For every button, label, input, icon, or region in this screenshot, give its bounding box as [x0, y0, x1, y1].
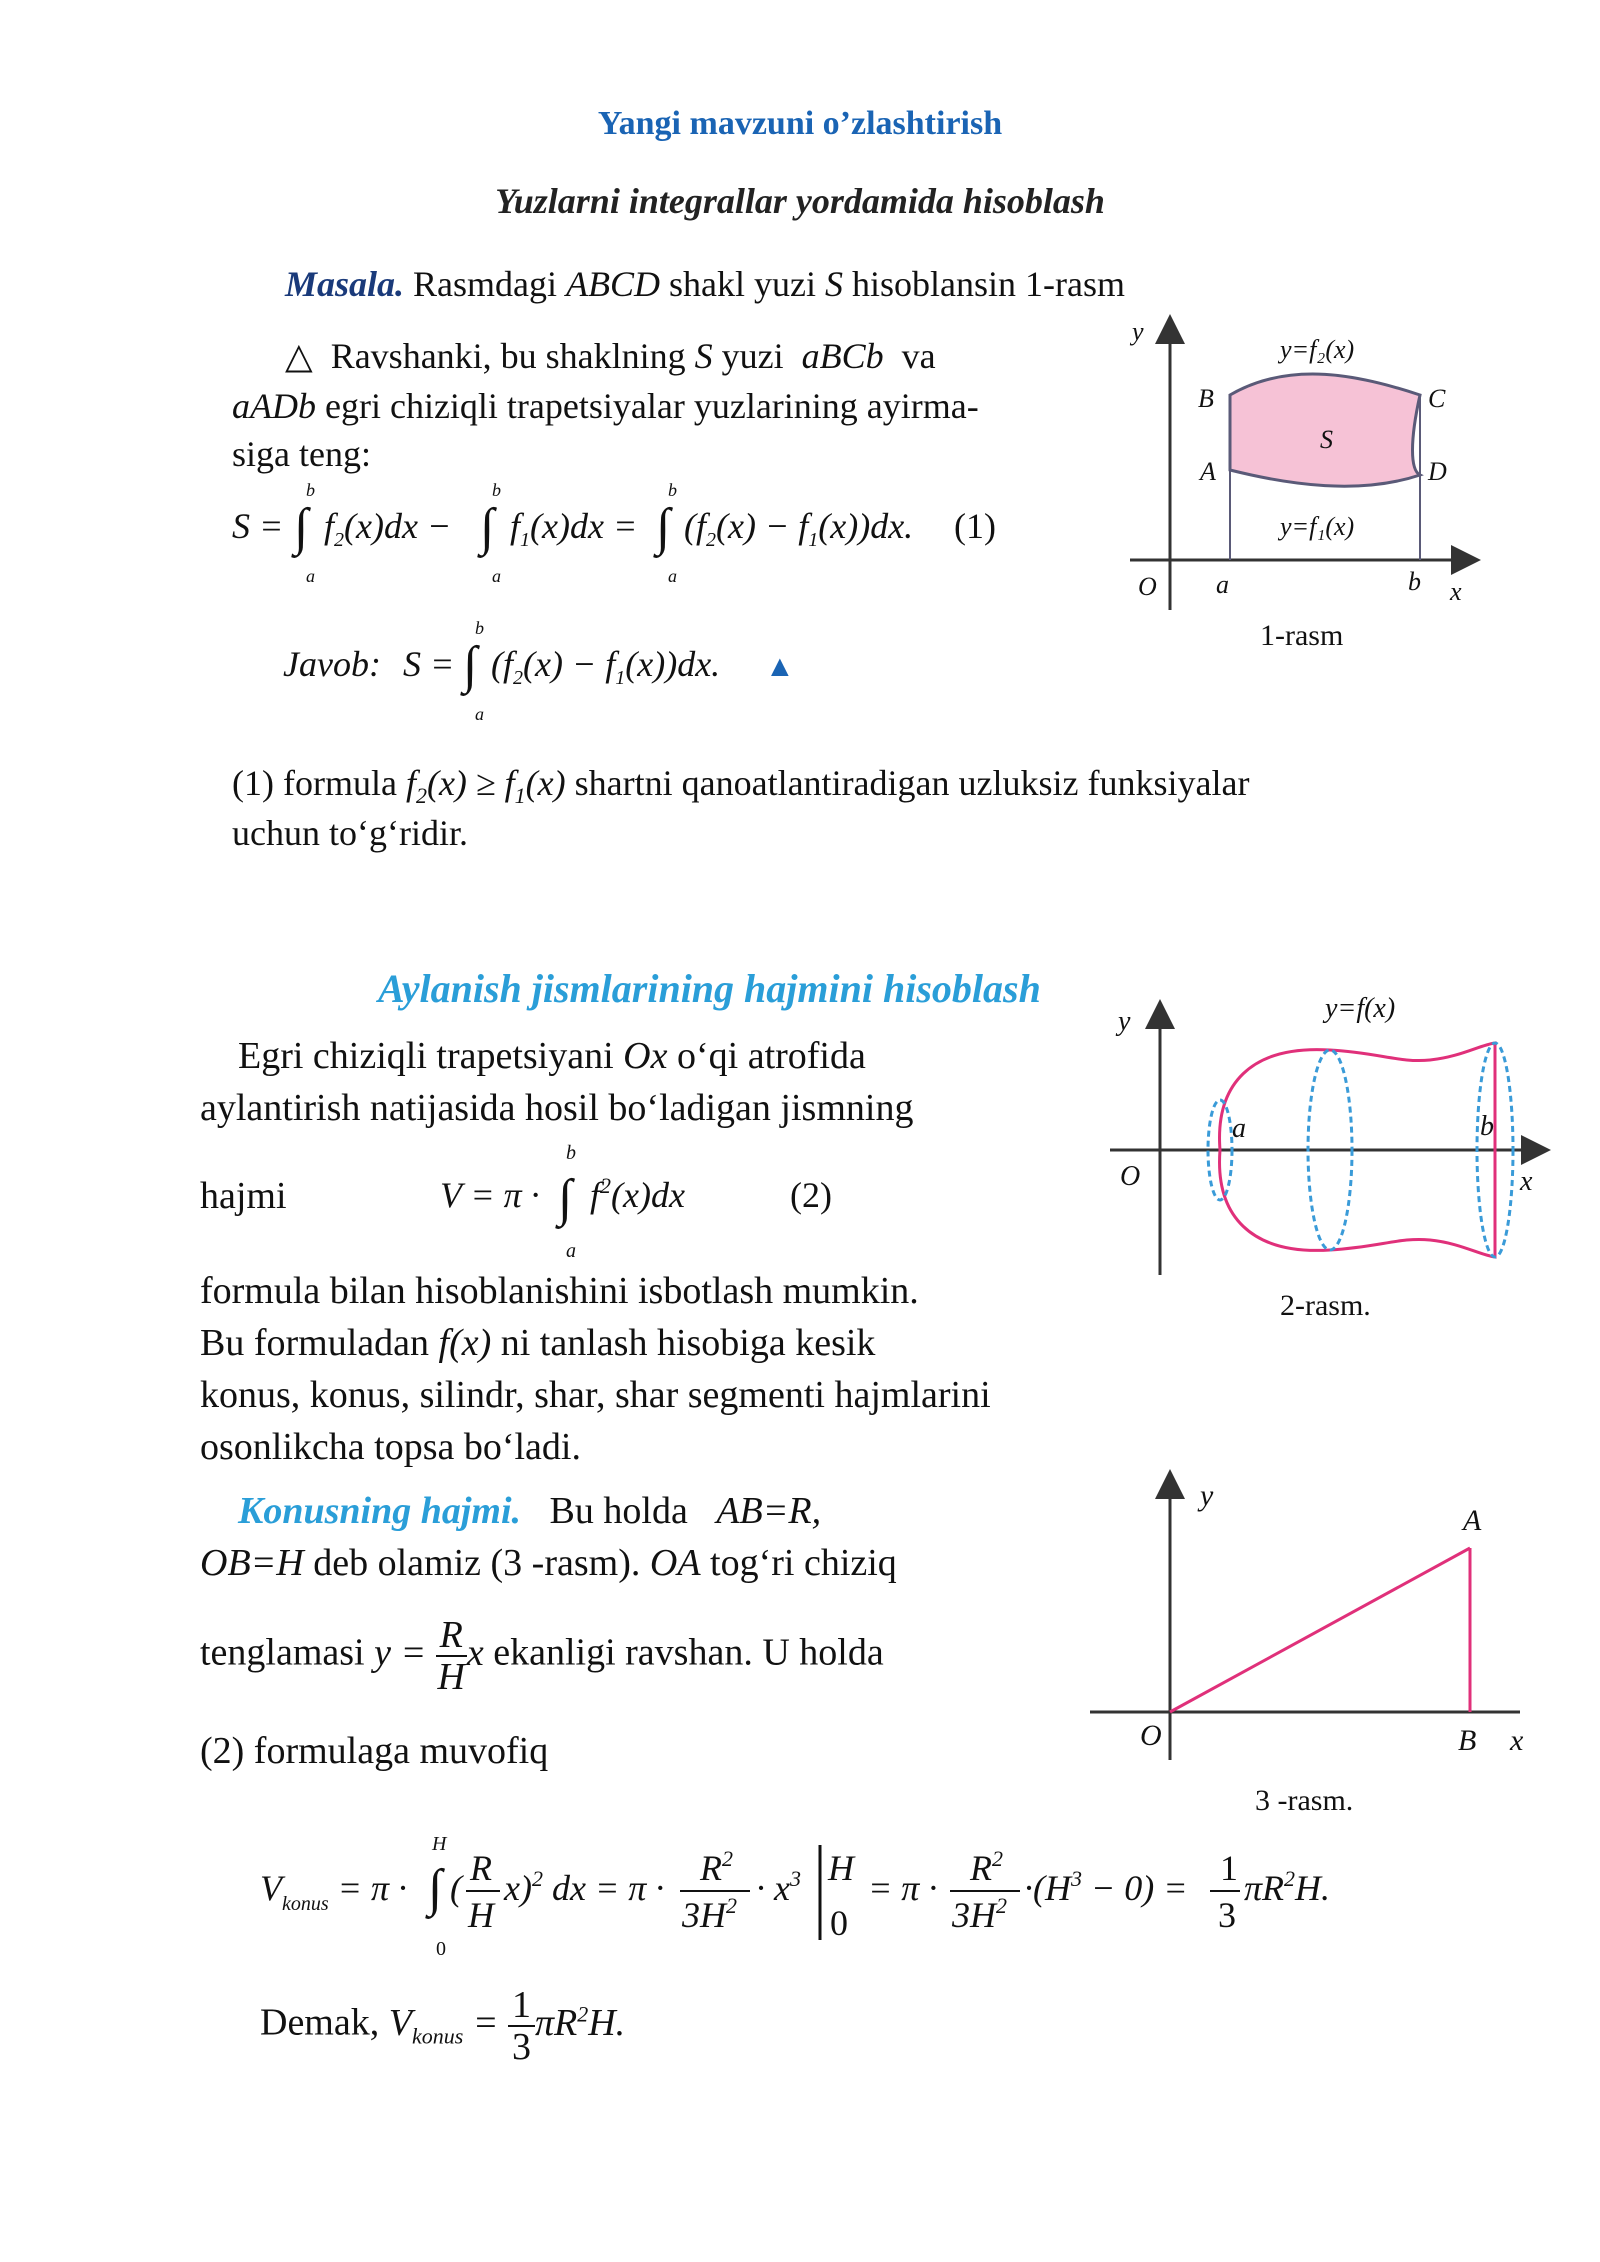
trapezoid-name: aADb [232, 386, 316, 426]
cone-line-1 [200, 1485, 1028, 1537]
b-label: b [1408, 567, 1421, 596]
explanation-line-3: siga teng: [232, 434, 371, 474]
cone-text: ekanligi ravshan. U holda [493, 1631, 884, 1674]
area-symbol: S [694, 336, 713, 376]
x-label: x [1520, 1166, 1533, 1197]
svg-text:πR2H.: $\pi R^2H$. [1244, 1866, 1331, 1908]
rotation-line-3: hajmi [200, 1175, 287, 1217]
svg-text:S =: S = [232, 506, 284, 546]
page-subtitle: Yuzlarni integrallar yordamida hisoblash [495, 181, 1105, 221]
rotation-text: o‘qi atrofida [676, 1035, 866, 1077]
svg-text:f2(x)dx: $f^2(x)dx$ [590, 1173, 685, 1215]
cone-ob: OB=H [200, 1542, 304, 1584]
svg-text:= π ·: = π · [868, 1868, 938, 1908]
cone-title: Konusning hajmi. [238, 1490, 522, 1532]
point-d-label: D [1428, 457, 1447, 486]
b-label: b [1480, 1111, 1494, 1142]
svg-text:H: H [828, 1848, 854, 1888]
svg-text:R: R [470, 1848, 492, 1888]
cone-text: tenglamasi [200, 1631, 365, 1674]
problem-text: hisoblansin [852, 264, 1017, 304]
section-title: Yangi mavzuni o’zlashtirish [597, 105, 1003, 142]
x-label: x [1450, 577, 1462, 606]
trapezoid-name: aBCb [801, 336, 884, 376]
y-label: y [1200, 1479, 1214, 1512]
origin-label: O [1140, 1719, 1162, 1752]
cone-volume-derivation [260, 1825, 1410, 1975]
svg-text:b: b [668, 480, 677, 500]
area-s-label: S [1320, 425, 1333, 454]
svg-text:R2: $R^2$ [970, 1846, 1003, 1888]
figure-2 [1100, 985, 1560, 1325]
rotation-line-4: formula bilan hisoblanishini isbotlash mumkin. [200, 1270, 919, 1312]
point-b-label: B [1458, 1724, 1477, 1757]
rotation-line-7: osonlikcha topsa bo‘ladi. [200, 1426, 581, 1468]
conclusion-formula: $V_{konus}$ = $\frac{1}{3}$ $\pi R^2H$. [388, 1984, 626, 2068]
rotation-text: Egri chiziqli trapetsiyani [238, 1035, 614, 1077]
f2-label: y=f₂(x) [1280, 335, 1355, 364]
cone-text: tog‘ri chiziq [710, 1542, 897, 1584]
svg-text:V = π ·: V = π · [440, 1175, 540, 1215]
a-label: a [1232, 1113, 1246, 1144]
a-label: a [1216, 570, 1229, 599]
figure-3-caption: 3 -rasm. [1255, 1784, 1354, 1817]
line-oa [1170, 1548, 1470, 1712]
svg-text:a: a [492, 566, 501, 586]
svg-text:∫: ∫ [294, 499, 309, 556]
figure-2-caption: 2-rasm. [1280, 1289, 1371, 1322]
figure-reference: (3 -rasm). [490, 1542, 641, 1584]
conjunction: va [901, 336, 936, 376]
svg-text:(: ( [450, 1868, 462, 1908]
svg-text:a: a [668, 566, 677, 586]
svg-text:H: H [432, 1833, 447, 1855]
point-c-label: C [1428, 384, 1446, 413]
rotation-line-6: konus, konus, silindr, shar, shar segmenti hajmlarini [200, 1374, 991, 1416]
shape-name: ABCD [566, 264, 661, 304]
y-label: y [1132, 317, 1144, 346]
x-label: x [1510, 1724, 1524, 1757]
problem-label: Masala. [285, 264, 405, 304]
f1-label: y=f₁(x) [1280, 512, 1355, 541]
condition-line-2: uchun to‘g‘ridir. [232, 813, 468, 853]
cone-text: Bu holda [549, 1490, 688, 1532]
svg-text:1: 1 [1220, 1848, 1238, 1888]
rotation-line-2: aylantirish natijasida hosil bo‘ladigan jismning [200, 1087, 914, 1129]
svg-text:Vkonus = π ·: $V_{konus} = \pi$ · [260, 1868, 407, 1915]
problem-text: shakl yuzi [669, 264, 816, 304]
end-mark: ▲ [765, 650, 795, 683]
svg-text:∫: ∫ [428, 1860, 443, 1917]
rotation-text: Bu formuladan [200, 1322, 430, 1364]
svg-text:a: a [566, 1240, 576, 1262]
fx-label: y=f(x) [1325, 993, 1396, 1024]
formula-2-label: (2) [790, 1175, 832, 1215]
line-equation: y = $\frac{R}{H}$ x [374, 1614, 484, 1698]
condition-text: (1) formula [232, 763, 397, 803]
y-label: y [1118, 1006, 1131, 1037]
svg-text:∫: ∫ [558, 1170, 573, 1227]
triangle-icon: △ [285, 336, 313, 376]
svg-text:b: b [475, 620, 484, 638]
figure-1 [1120, 310, 1500, 670]
explanation-line-1 [285, 330, 1085, 382]
svg-text:f2(x)dx −: $f_2(x)dx$ − [324, 506, 452, 551]
svg-text:∫: ∫ [480, 499, 495, 556]
cone-line-2 [200, 1537, 1040, 1589]
problem-text: Rasmdagi [413, 264, 558, 304]
figure-reference: 1-rasm [1025, 264, 1125, 304]
condition-text: shartni qanoatlantiradigan uzluksiz funksiyalar [574, 763, 1250, 803]
formula-1-label: (1) [954, 506, 996, 546]
explanation-text: Ravshanki, bu shaklning [330, 336, 686, 376]
svg-text:(f2(x) − f1(x))dx.: $(f_2(x) - f_1(x))dx$. [491, 644, 721, 689]
svg-text:3H2: $3H^2$ [682, 1893, 737, 1935]
answer-label: Javob: [283, 644, 381, 684]
svg-text:f1(x)dx =: $f_1(x)dx$ = [510, 506, 638, 551]
svg-text:∫: ∫ [463, 637, 478, 694]
svg-text:3H2: $3H^2$ [952, 1893, 1007, 1935]
svg-text:b: b [566, 1142, 576, 1164]
explanation-line-2 [232, 380, 1092, 432]
svg-text:(f2(x) − f1(x))dx.: $(f_2(x) - f_1(x))dx$. [684, 506, 914, 551]
problem-statement [285, 258, 1135, 310]
origin-label: O [1120, 1161, 1141, 1192]
origin-label: O [1138, 572, 1157, 601]
svg-text:·(H3 − 0) =: $\cdot(H^3 - 0)$ = [1024, 1866, 1188, 1908]
rotation-line-5 [200, 1317, 1072, 1369]
svg-text:0: 0 [830, 1903, 848, 1943]
answer-formula [283, 620, 823, 730]
svg-text:0: 0 [436, 1938, 446, 1960]
explanation-text: yuzi [721, 336, 784, 376]
svg-text:H: H [468, 1895, 494, 1935]
point-a-label: A [1200, 457, 1216, 486]
svg-text:3: 3 [1218, 1895, 1236, 1935]
condition-inequality: $f_2(x) \ge f_1(x)$ [405, 763, 566, 809]
svg-text:b: b [306, 480, 315, 500]
cone-line-4: (2) formulaga muvofiq [200, 1730, 549, 1772]
svg-text:a: a [475, 704, 484, 724]
formula-2 [440, 1135, 860, 1265]
svg-text:x)2 dx = π ·: x)$^2$ dx = π · [504, 1866, 665, 1908]
point-a-label: A [1463, 1504, 1482, 1537]
point-b-label: B [1198, 384, 1214, 413]
cone-ab: AB=R, [716, 1490, 822, 1532]
svg-text:b: b [492, 480, 501, 500]
svg-text:a: a [306, 566, 315, 586]
function-fx: f(x) [438, 1322, 492, 1364]
area-symbol: S [825, 264, 843, 304]
cone-text: deb olamiz [313, 1542, 482, 1584]
rotation-line-1 [200, 1030, 1072, 1082]
cone-line-3 [200, 1615, 1060, 1697]
svg-text:R2: $R^2$ [700, 1846, 733, 1888]
rotation-title: Aylanish jismlarining hajmini hisoblash [378, 966, 1041, 1011]
conclusion-label: Demak, [260, 2001, 380, 2044]
cone-oa: OA [649, 1542, 701, 1584]
figure-1-caption: 1-rasm [1260, 619, 1344, 652]
svg-text:S =: S = [403, 644, 455, 684]
formula-1 [232, 480, 1012, 590]
svg-text:∫: ∫ [656, 499, 671, 556]
axis-ox: Ox [623, 1035, 668, 1077]
figure-3 [1090, 1460, 1550, 1820]
svg-text:· x3: · $x^3$ [756, 1866, 801, 1908]
conclusion [260, 1985, 625, 2067]
explanation-text: egri chiziqli trapetsiyalar yuzlarining ayirma- [325, 386, 979, 426]
rotation-text: ni tanlash hisobiga kesik [500, 1322, 876, 1364]
